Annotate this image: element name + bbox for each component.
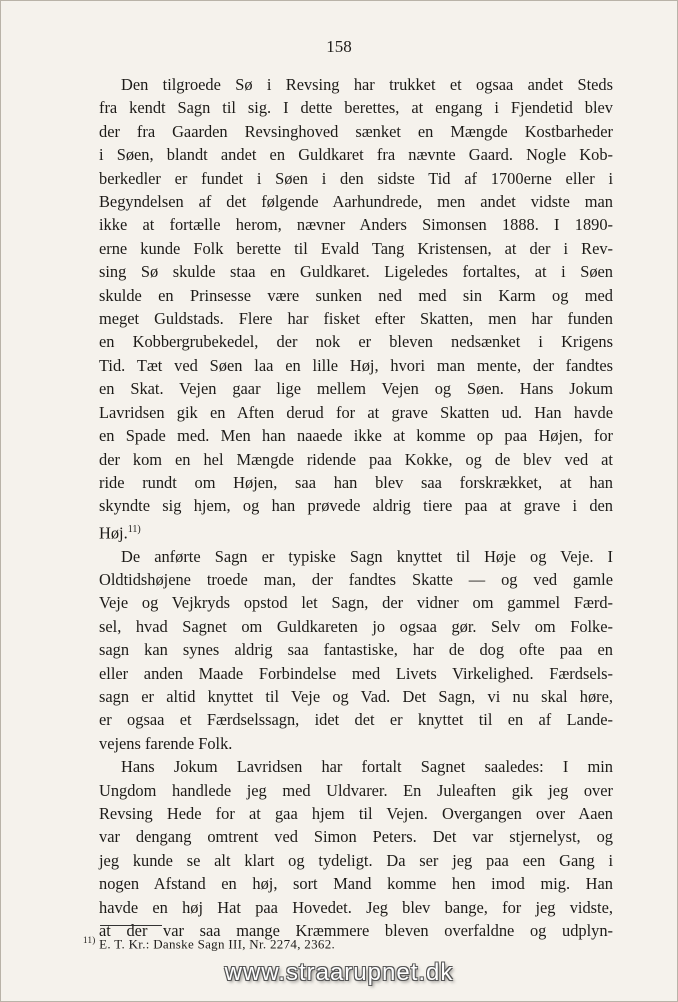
text-line: Hans Jokum Lavridsen har fortalt Sagnet saaledes: I min xyxy=(121,757,613,777)
text-line: sel, hvad Sagnet om Guldkareten jo ogsaa gør. Selv om Folke- xyxy=(99,616,613,636)
text-line: skulde en Prinsesse være sunken ned med sin Karm og med xyxy=(99,285,613,305)
footnote-text: E. T. Kr.: Danske Sagn III, Nr. 2274, 2362. xyxy=(99,936,336,952)
text-line: ikke at fortælle herom, nævner Anders Simonsen 1888. I 1890- xyxy=(99,215,613,235)
text-line: De anførte Sagn er typiske Sagn knyttet til Høje og Veje. I xyxy=(121,546,613,566)
text-line: i Søen, blandt andet en Guldkaret fra nævnte Gaard. Nogle Kob- xyxy=(99,145,613,165)
text-line: en Kobbergrubekedel, der nok er bleven nedsænket i Krigens xyxy=(99,332,613,352)
text-line: Begyndelsen af det følgende Aarhundrede, men andet vidste man xyxy=(99,192,613,212)
text-line: sagn kan synes aldrig saa fantastiske, har de dog ofte paa en xyxy=(99,640,613,660)
text-line: fra kendt Sagn til sig. I dette berettes, at engang i Fjendetid blev xyxy=(99,98,613,118)
text-line: sing Sø skulde staa en Guldkaret. Ligeledes fortaltes, at i Søen xyxy=(99,262,613,282)
text-line: havde en høj Hat paa Hovedet. Jeg blev bange, for jeg vidste, xyxy=(99,897,613,917)
footnote-divider xyxy=(100,925,162,926)
text-line: Høj.$^{11)}$ xyxy=(99,523,141,543)
text-line: Veje og Vejkryds opstod let Sagn, der vidner om gammel Færd- xyxy=(99,593,613,613)
page-number: 158 xyxy=(326,37,352,56)
text-line: at der var saa mange Kræmmere bleven overfaldne og udplyn- xyxy=(99,921,613,941)
text-line: meget Guldstads. Flere har fisket efter Skatten, men har funden xyxy=(99,309,613,329)
footnote-reference: 11) xyxy=(127,523,141,535)
watermark: www.straarupnet.dk xyxy=(224,959,454,986)
text-line: en Spade med. Men han naaede ikke at komme op paa Højen, for xyxy=(99,426,613,446)
text-line: vejens farende Folk. xyxy=(99,733,233,753)
text-line: skyndte sig hjem, og han prøvede aldrig tiere paa at grave i den xyxy=(99,496,613,516)
text-line: berkedler er fundet i Søen i den sidste Tid af 1700erne eller i xyxy=(99,168,613,188)
text-line: ride rundt om Højen, saa han blev saa forskrækket, at han xyxy=(99,472,613,492)
footnote xyxy=(83,935,335,952)
text-line: er ogsaa et Færdselssagn, idet det er knyttet til en af Lande- xyxy=(99,710,613,730)
text-line: en Skat. Vejen gaar lige mellem Vejen og Søen. Hans Jokum xyxy=(99,379,613,399)
text-line: jeg kunde se alt klart og tydeligt. Da ser jeg paa een Gang i xyxy=(99,850,613,870)
text-line: Tid. Tæt ved Søen laa en lille Høj, hvori man mente, der fandtes xyxy=(99,355,613,375)
text-line: Den tilgroede Sø i Revsing har trukket et ogsaa andet Steds xyxy=(121,75,613,94)
text-line: sagn er altid knyttet til Veje og Vad. Det Sagn, vi nu skal høre, xyxy=(99,687,613,707)
text-line: erne kunde Folk berette til Evald Tang Kristensen, at der i Rev- xyxy=(99,238,613,258)
text-line: nogen Afstand en høj, sort Mand komme hen imod mig. Han xyxy=(99,874,613,894)
text-line: Revsing Hede for at gaa hjem til Vejen. Overgangen over Aaen xyxy=(99,804,613,824)
text-line: var dengang omtrent ved Simon Peters. Det var stjernelyst, og xyxy=(99,827,613,847)
text-line: Lavridsen gik en Aften derud for at grave Skatten ud. Han havde xyxy=(99,402,613,422)
text-line: Oldtidshøjene troede man, der fandtes Skatte — og ved gamle xyxy=(99,570,613,589)
text-line: der kom en hel Mængde ridende paa Kokke, og de blev ved at xyxy=(99,449,613,469)
text-line: eller anden Maade Forbindelse med Livets Virkelighed. Færdsels- xyxy=(99,663,613,683)
body-text xyxy=(99,73,613,943)
footnote-marker: 11) xyxy=(83,935,96,945)
text-line: der fra Gaarden Revsinghoved sænket en Mængde Kostbarheder xyxy=(99,121,613,141)
text-line: Ungdom handlede jeg med Uldvarer. En Juleaften gik jeg over xyxy=(99,780,613,800)
